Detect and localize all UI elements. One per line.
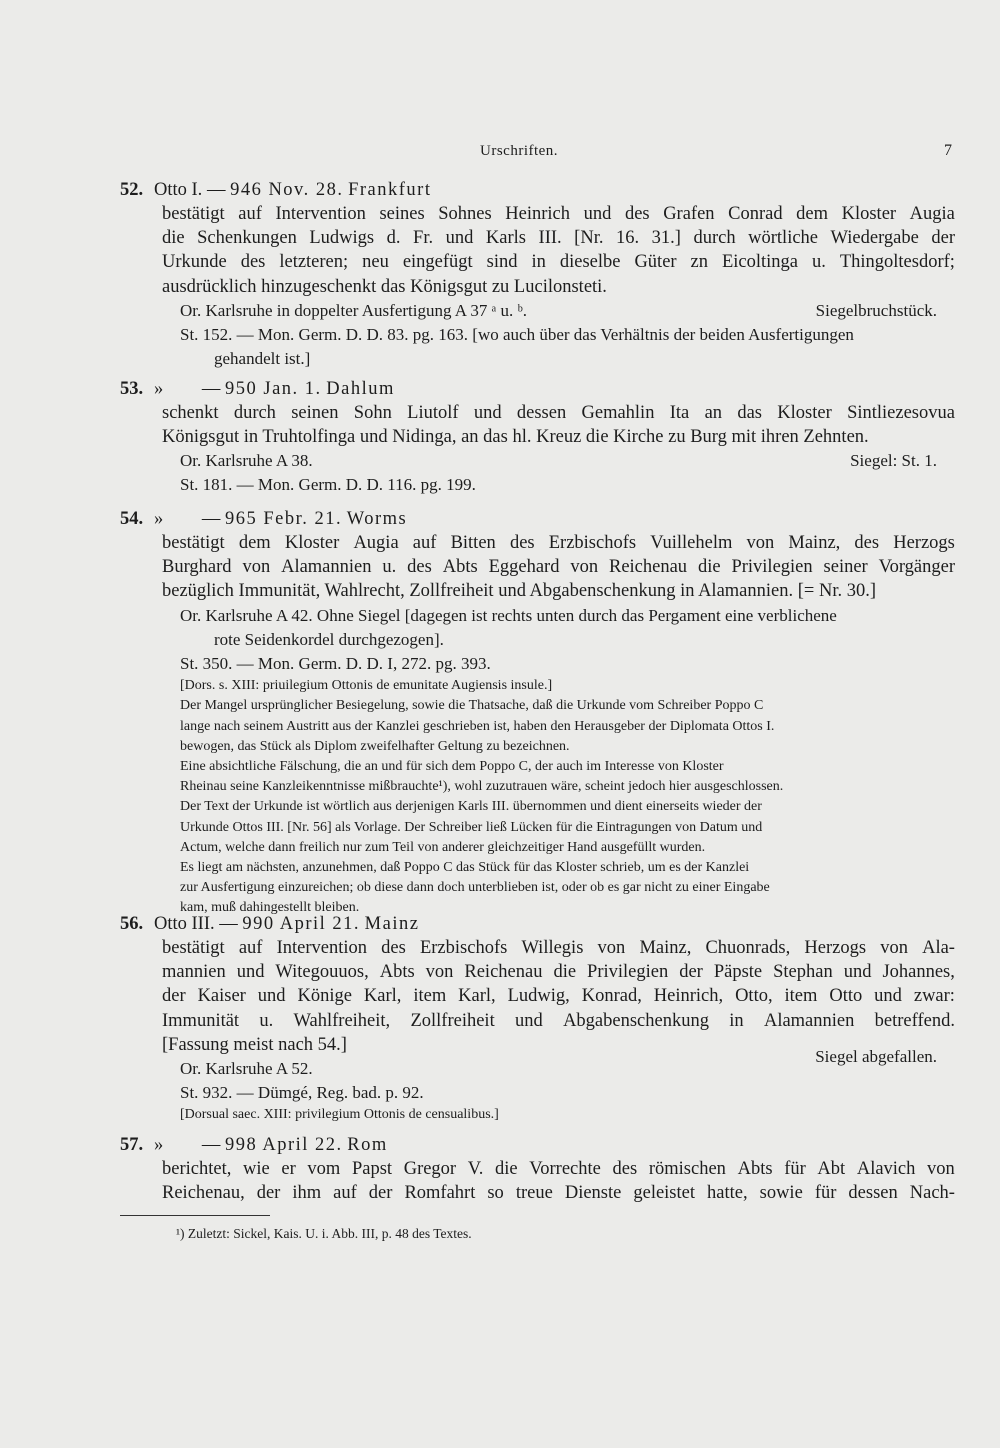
entry-56 (120, 912, 955, 1125)
running-head: Urschriften. (480, 143, 559, 159)
entry-body (162, 1157, 955, 1205)
footnote-rule (120, 1215, 270, 1216)
ruler-name: » (154, 1135, 164, 1155)
dash: — (201, 509, 221, 529)
note-line: Der Text der Urkunde ist wörtlich aus derjenigen Karls III. übernommen und dient einerseits wieder der (180, 799, 762, 815)
text-line: Burghard von Alamannien u. des Abts Eggehard von Reichenau die Privilegien seiner Vorgänger (162, 557, 955, 578)
source-line (162, 299, 955, 323)
entry-body (162, 401, 955, 498)
dash: — (201, 379, 221, 399)
text-line: der Kaiser und Könige Karl, item Karl, Ludwig, Konrad, Heinrich, Otto, item Otto und zwar: (162, 986, 955, 1007)
entry-place: Frankfurt (348, 180, 432, 200)
reference-line: St. 152. — Mon. Germ. D. D. 83. pg. 163. [wo auch über das Verhältnis der beiden Ausfertigungen (180, 324, 854, 344)
notes-block (162, 676, 955, 918)
note-line: Eine absichtliche Fälschung, die an und für sich dem Poppo C, der auch im Interesse von Kloster (180, 759, 724, 775)
note-line: Urkunde Ottos III. [Nr. 56] als Vorlage. Der Schreiber ließ Lücken für die Eintragungen von Datum und (180, 819, 763, 835)
entry-heading (120, 507, 955, 531)
source-seal: Siegel abgefallen. (815, 1047, 937, 1067)
note-line: bewogen, das Stück als Diplom zweifelhafter Geltung zu bezeichnen. (180, 738, 570, 754)
note-line: Es liegt am nächsten, anzunehmen, daß Poppo C das Stück für das Kloster schrieb, um es der Kanzlei (180, 860, 750, 876)
text-line: bestätigt auf Intervention seines Sohnes Heinrich und des Grafen Conrad dem Kloster Augia (162, 204, 955, 224)
entry-body (162, 531, 955, 919)
entry-number: 52. (120, 180, 144, 200)
text-line: ausdrücklich hinzugeschenkt das Königsgut zu Lucilonsteti. (162, 276, 607, 297)
note-line: Der Mangel ursprünglicher Besiegelung, sowie die Thatsache, daß die Urkunde vom Schreiber Poppo C (180, 698, 764, 714)
entry-number: 57. (120, 1135, 144, 1155)
entry-heading (120, 377, 955, 401)
entry-number: 53. (120, 379, 144, 399)
reference-line: St. 350. — Mon. Germ. D. D. I, 272. pg. 393. (180, 654, 491, 674)
entry-place: Mainz (364, 914, 420, 934)
note-line: Rheinau seine Kanzleikenntnisse mißbrauchte¹), wohl zuzutrauen wäre, scheint jedoch hier ausgeschlossen. (180, 779, 784, 795)
text-line: bestätigt dem Kloster Augia auf Bitten des Erzbischofs Vuillehelm von Mainz, des Herzogs (162, 533, 955, 553)
entry-57 (120, 1133, 955, 1205)
source-archive: Or. Karlsruhe in doppelter Ausfertigung A 37 ᵃ u. ᵇ. (180, 300, 528, 320)
text-line: mannien und Witegouuos, Abts von Reichenau die Privilegien der Päpste Stephan und Johannes, (162, 962, 955, 983)
source-archive: Or. Karlsruhe A 52. (180, 1059, 313, 1079)
text-line: bezüglich Immunität, Wahlrecht, Zollfreiheit und Abgabenschenkung in Alamannien. [= Nr. 30.] (162, 581, 876, 602)
dorsal-note: [Dorsual saec. XIII: privilegium Ottonis de censualibus.] (180, 1107, 499, 1123)
ruler-name: Otto III. (154, 914, 215, 934)
text-line: die Schenkungen Ludwigs d. Fr. und Karls III. [Nr. 16. 31.] durch wörtliche Wiedergabe der (162, 228, 955, 249)
source-seal: Siegel: St. 1. (850, 451, 937, 471)
text-line: Urkunde des letzteren; neu eingefügt sind in dieselbe Güter zn Eicoltinga u. Thingoltesdorf; (162, 252, 955, 273)
dash: — (201, 1135, 221, 1155)
dorsal-note: [Dors. s. XIII: priuilegium Ottonis de emunitate Augiensis insule.] (180, 678, 553, 694)
text-line: Reichenau, der ihm auf der Romfahrt so treue Dienste geleistet hatte, sowie für dessen Nach- (162, 1183, 955, 1204)
entry-place: Dahlum (326, 379, 395, 399)
source-archive: Or. Karlsruhe A 38. (180, 451, 313, 471)
entry-heading (120, 912, 955, 936)
dash: — (219, 914, 238, 934)
source-seal: Siegelbruchstück. (815, 300, 937, 320)
entry-body (162, 202, 955, 371)
text-line: Immunität u. Wahlfreiheit, Zollfreiheit und Abgabenschenkung in Alamannien betreffend. (162, 1010, 955, 1031)
entry-53 (120, 377, 955, 498)
text-line: [Fassung meist nach 54.] (162, 1034, 347, 1055)
ruler-name: » (154, 509, 164, 529)
page-number: 7 (944, 142, 952, 159)
entry-heading (120, 1133, 955, 1157)
note-line: kam, muß dahingestellt bleiben. (180, 900, 360, 916)
entry-heading (120, 178, 955, 202)
source-archive: Or. Karlsruhe A 42. Ohne Siegel [dagegen ist rechts unten durch das Pergament eine verblichene (180, 605, 837, 625)
entry-date: 998 April 22. (225, 1135, 343, 1155)
notes-block (162, 1105, 955, 1125)
source-line (162, 1047, 955, 1081)
entry-date: 965 Febr. 21. (225, 509, 343, 529)
entry-number: 56. (120, 914, 144, 934)
reference-line: St. 932. — Dümgé, Reg. bad. p. 92. (180, 1083, 424, 1103)
entry-place: Worms (346, 509, 408, 529)
entry-place: Rom (347, 1135, 388, 1155)
entry-number: 54. (120, 509, 144, 529)
text-line: berichtet, wie er vom Papst Gregor V. die Vorrechte des römischen Abts für Abt Alavich von (162, 1159, 955, 1179)
text-line: bestätigt auf Intervention des Erzbischofs Willegis von Mainz, Chuonrads, Herzogs von Ala- (162, 938, 955, 958)
footnote: ¹) Zuletzt: Sickel, Kais. U. i. Abb. III, p. 48 des Textes. (176, 1226, 472, 1241)
source-cont: rote Seidenkordel durchgezogen]. (214, 629, 444, 649)
entry-52 (120, 178, 955, 371)
note-line: zur Ausfertigung einzureichen; ob diese dann doch unterblieben ist, oder ob es gar nicht zu einer Eingabe (180, 880, 770, 896)
entry-date: 950 Jan. 1. (225, 379, 322, 399)
source-line (162, 449, 955, 473)
dash: — (206, 180, 226, 200)
note-line: Actum, welche dann freilich nur zum Teil von anderer gleichzeitiger Hand ausgefüllt wurden. (180, 839, 706, 855)
text-line: schenkt durch seinen Sohn Liutolf und dessen Gemahlin Ita an das Kloster Sintliezesovua (162, 403, 955, 423)
note-line: lange nach seinem Austritt aus der Kanzlei geschrieben ist, haben den Herausgeber der Diplomata Ottos I. (180, 718, 775, 734)
entry-date: 946 Nov. 28. (230, 180, 344, 200)
entry-54 (120, 507, 955, 919)
ruler-name: » (154, 379, 164, 399)
ruler-name: Otto I. (154, 180, 203, 200)
reference-line: St. 181. — Mon. Germ. D. D. 116. pg. 199. (180, 475, 476, 495)
text-line: Königsgut in Truhtolfinga und Nidinga, an das hl. Kreuz die Kirche zu Burg mit ihren Zehnten. (162, 427, 869, 448)
entry-body (162, 936, 955, 1125)
entry-date: 990 April 21. (242, 914, 361, 934)
reference-cont: gehandelt ist.] (214, 349, 311, 369)
